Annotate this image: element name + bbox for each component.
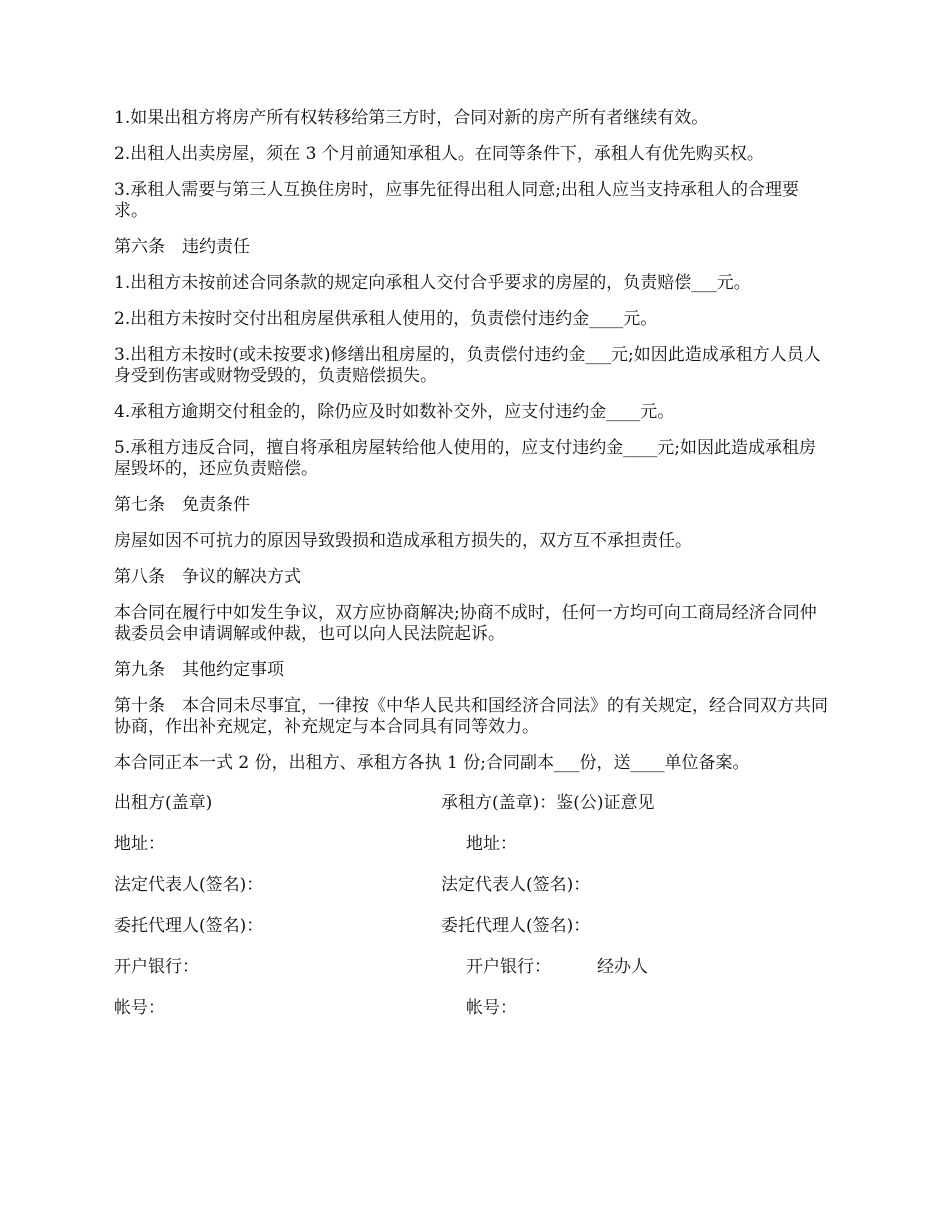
signature-block — [114, 793, 830, 1019]
section-heading-article-6: 第六条 违约责任 — [114, 237, 250, 257]
lessee-account-label: 帐号： — [466, 998, 517, 1018]
clause-sale-notice: 2.出租人出卖房屋，须在 3 个月前通知承租人。在同等条件下，承租人有优先购买权。 — [114, 144, 764, 164]
copies-clause: 本合同正本一式 2 份，出租方、承租方各执 1 份;合同副本___份，送____单位备案。 — [114, 753, 750, 773]
liability-item-3: 3.出租方未按时(或未按要求)修缮出租房屋的，负责偿付违约金___元;如因此造成承租方人员人身受到伤害或财物受毁的，负责赔偿损失。 — [114, 345, 821, 386]
liability-item-1: 1.出租方未按前述合同条款的规定向承租人交付合乎要求的房屋的，负责赔偿___元。 — [114, 273, 751, 293]
lessor-seal-label: 出租方(盖章) — [114, 793, 213, 813]
section-heading-article-9: 第九条 其他约定事项 — [114, 660, 284, 680]
lessee-bank-label: 开户银行： — [466, 957, 551, 977]
liability-item-2: 2.出租方未按时交付出租房屋供承租人使用的，负责偿付违约金____元。 — [114, 309, 658, 329]
article-10-clause: 第十条 本合同未尽事宜，一律按《中华人民共和国经济合同法》的有关规定，经合同双方共同协商，作出补充规定，补充规定与本合同具有同等效力。 — [114, 696, 828, 737]
lessor-agent-label: 委托代理人(签名)： — [114, 916, 264, 936]
signature-row-agent — [114, 916, 830, 937]
section-heading-article-8: 第八条 争议的解决方式 — [114, 567, 301, 587]
liability-item-5: 5.承租方违反合同，擅自将承租房屋转给他人使用的，应支付违约金____元;如因此造成承租房屋毁坏的，还应负责赔偿。 — [114, 438, 816, 479]
lessor-legal-rep-label: 法定代表人(签名)： — [114, 875, 264, 895]
dispute-resolution-clause: 本合同在履行中如发生争议，双方应协商解决;协商不成时，任何一方均可向工商局经济合同仲裁委员会申请调解或仲裁，也可以向人民法院起诉。 — [114, 603, 817, 644]
contract-page — [114, 108, 830, 1039]
lessor-account-label: 帐号： — [114, 998, 165, 1018]
signature-row-seal — [114, 793, 830, 814]
signature-row-legal-rep — [114, 875, 830, 896]
signature-row-account — [114, 998, 830, 1019]
signature-row-address — [114, 834, 830, 855]
lessee-legal-rep-label: 法定代表人(签名)： — [441, 875, 591, 895]
signature-row-bank — [114, 957, 830, 978]
lessee-agent-label: 委托代理人(签名)： — [441, 916, 591, 936]
lessee-seal-label: 承租方(盖章)：鉴(公)证意见 — [441, 793, 655, 813]
section-heading-article-7: 第七条 免责条件 — [114, 495, 250, 515]
lessor-bank-label: 开户银行： — [114, 957, 199, 977]
lessee-address-label: 地址： — [466, 834, 517, 854]
handler-label: 经办人 — [597, 957, 648, 977]
exemption-clause: 房屋如因不可抗力的原因导致毁损和造成承租方损失的，双方互不承担责任。 — [114, 531, 692, 551]
lessor-address-label: 地址： — [114, 834, 165, 854]
clause-housing-exchange: 3.承租人需要与第三人互换住房时，应事先征得出租人同意;出租人应当支持承租人的合理要求。 — [114, 180, 799, 221]
liability-item-4: 4.承租方逾期交付租金的，除仍应及时如数补交外，应支付违约金____元。 — [114, 402, 675, 422]
clause-transfer-ownership: 1.如果出租方将房产所有权转移给第三方时，合同对新的房产所有者继续有效。 — [114, 108, 709, 128]
